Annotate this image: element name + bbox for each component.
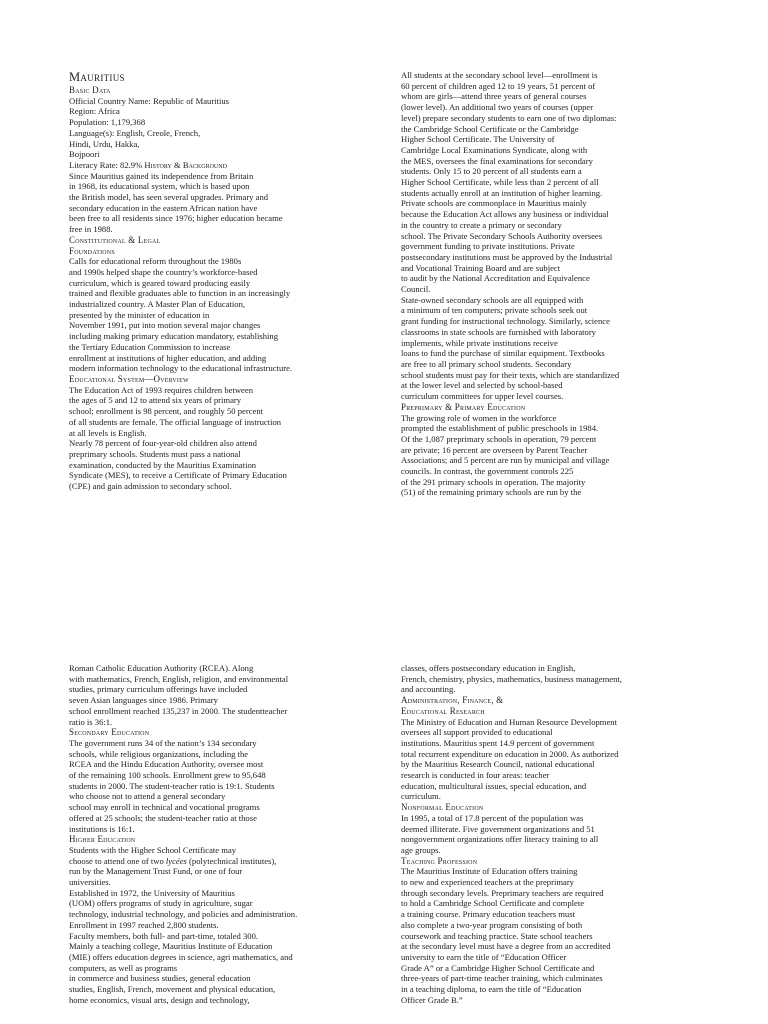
text-fragment: choose to attend one of two xyxy=(69,855,166,866)
heading-preprimary-primary: Preprimary & Primary Education xyxy=(401,401,526,412)
text-line: (MIE) offers education degrees in science, agri mathematics, and xyxy=(69,951,293,962)
literacy-line xyxy=(69,160,399,171)
text-line: at the secondary level must have a degree from an accredited xyxy=(401,941,611,952)
text-line: are private; 16 percent are overseen by Parent Teacher xyxy=(401,444,588,455)
text-line: Officer Grade B.” xyxy=(401,994,463,1005)
text-line: are free to all primary school students. Secondary xyxy=(401,358,572,369)
heading-secondary-education: Secondary Education xyxy=(69,727,150,738)
text-line: Associations; and 5 percent are run by municipal and village xyxy=(401,455,610,466)
heading-basic-data: Basic Data xyxy=(69,85,111,95)
text-line: school students must pay for their texts, which are standardized xyxy=(401,369,620,380)
heading-educational-system: Educational System—Overview xyxy=(69,373,189,384)
text-line: university to earn the title of “Education Officer xyxy=(401,951,567,962)
text-line: with mathematics, French, English, religion, and environmental xyxy=(69,673,289,684)
text-line: government funding to private institutions. Private xyxy=(401,241,575,252)
text-line: Higher School Certificate. The University of xyxy=(401,134,555,145)
column-1 xyxy=(69,70,399,492)
text-line: to hold a Cambridge School Certificate and complete xyxy=(401,898,585,909)
text-line: Cambridge Local Examinations Syndicate, along with xyxy=(401,144,588,155)
text-line: institutions is 16:1. xyxy=(69,823,135,834)
text-line: State-owned secondary schools are all equipped with xyxy=(401,294,584,305)
heading-teaching-profession: Teaching Profession xyxy=(401,855,478,866)
text-line: through secondary levels. Preprimary teachers are required xyxy=(401,887,604,898)
text-fragment: (polytechnical institutes), xyxy=(186,855,277,866)
text-line: who choose not to attend a general secondary xyxy=(69,791,226,802)
text-line: and 1990s helped shape the country’s workforce-based xyxy=(69,266,258,277)
text-line: implements, while private institutions receive xyxy=(401,337,558,348)
text-line: Private schools are commonplace in Mauritius mainly xyxy=(401,198,587,209)
text-line: studies, primary curriculum offerings have included xyxy=(69,684,248,695)
text-line: school. The Private Secondary Schools Authority oversees xyxy=(401,230,603,241)
heading-administration-finance: Administration, Finance, & xyxy=(401,695,504,706)
text-line: home economics, visual arts, design and technology, xyxy=(69,994,250,1005)
text-line: enrollment at institutions of higher education, and adding xyxy=(69,352,267,363)
text-line: the Tertiary Education Commission to increase xyxy=(69,341,231,352)
text-line: Calls for educational reform throughout the 1980s xyxy=(69,256,242,267)
text-line: trained and flexible graduates able to function in an increasingly xyxy=(69,288,291,299)
text-line: ratio is 36:1. xyxy=(69,716,113,727)
text-line: loans to fund the purchase of similar equipment. Textbooks xyxy=(401,348,605,359)
text-line: seven Asian languages since 1986. Primary xyxy=(69,695,218,706)
heading-educational-research: Educational Research xyxy=(401,705,485,716)
text-line: coursework and teaching practice. State school teachers xyxy=(401,930,593,941)
text-line: the ages of 5 and 12 to attend six years of primary xyxy=(69,395,242,406)
text-line: and Vocational Training Board and are subject xyxy=(401,262,561,273)
text-line: secondary education in the eastern African nation have xyxy=(69,202,258,213)
text-line: Nearly 78 percent of four-year-old children also attend xyxy=(69,438,257,449)
text-line: of the 291 primary schools in operation. The majority xyxy=(401,476,586,487)
text-line: students. Only 15 to 20 percent of all students earn a xyxy=(401,166,582,177)
text-line: technology, industrial technology, and policies and administration. xyxy=(69,909,298,920)
text-line: including making primary education mandatory, establishing xyxy=(69,331,278,342)
text-line: prompted the establishment of public preschools in 1984. xyxy=(401,423,599,434)
text-line: grant funding for instructional technology. Similarly, science xyxy=(401,316,610,327)
text-line: curriculum, which is geared toward producing easily xyxy=(69,277,251,288)
heading-constitutional-legal: Constitutional & Legal xyxy=(69,234,161,245)
text-line: deemed illiterate. Five government organizations and 51 xyxy=(401,823,595,834)
text-line: nongovernment organizations offer literacy training to all xyxy=(401,834,599,845)
text-line: Grade A” or a Cambridge Higher School Certificate and xyxy=(401,962,595,973)
heading-nonformal-education: Nonformal Education xyxy=(401,802,484,813)
text-line: to new and experienced teachers at the preprimary xyxy=(401,877,574,888)
lycees-line xyxy=(69,856,399,867)
text-line: a training course. Primary education teachers must xyxy=(401,909,575,920)
text-line: RCEA and the Hindu Education Authority, oversee most xyxy=(69,759,264,770)
text-line: age groups. xyxy=(401,844,441,855)
text-line: presented by the minister of education in xyxy=(69,309,210,320)
text-line: French, chemistry, physics, mathematics, business management, xyxy=(401,673,622,684)
heading-history-background: History & Background xyxy=(144,159,227,170)
text-line: curriculum. xyxy=(401,791,441,802)
text-line: councils. In contrast, the government controls 225 xyxy=(401,466,574,477)
text-line: research is conducted in four areas: teacher xyxy=(401,770,550,781)
text-line: level) prepare secondary students to earn one of two diplomas: xyxy=(401,112,617,123)
text-line: oversees all support provided to educational xyxy=(401,727,553,738)
heading-higher-education: Higher Education xyxy=(69,834,136,845)
text-line: postsecondary institutions must be approved by the Industrial xyxy=(401,251,613,262)
text-line: The growing role of women in the workforce xyxy=(401,412,557,423)
text-line: classrooms in state schools are furnished with laboratory xyxy=(401,326,596,337)
text-line: modern information technology to the educational infrastructure. xyxy=(69,363,293,374)
text-line: computers, as well as programs xyxy=(69,962,178,973)
text-line: and accounting. xyxy=(401,684,456,695)
text-line: students in 2000. The student-teacher ratio is 19:1. Students xyxy=(69,780,275,791)
text-line: The Education Act of 1993 requires children between xyxy=(69,384,253,395)
text-line: school may enroll in technical and vocational programs xyxy=(69,802,260,813)
text-line: students actually enroll at an institution of higher learning. xyxy=(401,187,603,198)
text-line: run by the Management Trust Fund, or one of four xyxy=(69,866,243,877)
text-line: Literacy Rate: 82.9% xyxy=(69,159,143,170)
text-line: in the country to create a primary or secondary xyxy=(401,219,562,230)
text-line: at the lower level and selected by school-based xyxy=(401,380,563,391)
text-line: total recurrent expenditure on education in 2000. As authorized xyxy=(401,748,619,759)
text-line: Of the 1,087 preprimary schools in operation, 79 percent xyxy=(401,433,597,444)
text-line: Roman Catholic Education Authority (RCEA). Along xyxy=(69,663,254,673)
text-line: the Cambridge School Certificate or the Cambridge xyxy=(401,123,579,134)
text-line: because the Education Act allows any business or individual xyxy=(401,209,609,220)
text-line: Official Country Name: Republic of Mauritius xyxy=(69,95,229,106)
heading-foundations: Foundations xyxy=(69,245,115,256)
column-2 xyxy=(401,70,731,498)
text-line: free in 1988. xyxy=(69,224,113,235)
text-line: in 1968, its educational system, which is based upon xyxy=(69,181,250,192)
text-line: also complete a two-year program consisting of both xyxy=(401,919,583,930)
text-line: at all levels is English. xyxy=(69,427,147,438)
text-line: The government runs 34 of the nation’s 134 secondary xyxy=(69,737,257,748)
text-line: Mainly a teaching college, Mauritius Institute of Education xyxy=(69,941,273,952)
text-line: a minimum of ten computers; private schools seek out xyxy=(401,305,588,316)
text-line: (51) of the remaining primary schools are run by the xyxy=(401,487,582,498)
text-line: three-years of part-time teacher training, which culminates xyxy=(401,973,603,984)
text-line: curriculum committees for upper level courses. xyxy=(401,391,564,402)
text-line: examination, conducted by the Mauritius Examination xyxy=(69,459,257,470)
text-line: Language(s): English, Creole, French, xyxy=(69,127,201,138)
text-line: school; enrollment is 98 percent, and roughly 50 percent xyxy=(69,406,264,417)
text-line: offered at 25 schools; the student-teacher ratio at those xyxy=(69,812,257,823)
text-line: Enrollment in 1997 reached 2,800 students. xyxy=(69,919,219,930)
text-line: Syndicate (MES), to receive a Certificate of Primary Education xyxy=(69,470,287,481)
text-line: in commerce and business studies, general education xyxy=(69,973,251,984)
page-title: Mauritius xyxy=(69,70,125,84)
text-line: 60 percent of children aged 12 to 19 years, 51 percent of xyxy=(401,80,596,91)
column-3 xyxy=(69,663,399,1006)
text-line: Council. xyxy=(401,284,431,295)
text-line: of all students are female. The official language of instruction xyxy=(69,416,282,427)
text-line: the MES, oversees the final examinations for secondary xyxy=(401,155,593,166)
text-line: whom are girls—attend three years of general courses xyxy=(401,91,587,102)
text-line: Since Mauritius gained its independence from Britain xyxy=(69,170,254,181)
text-line: November 1991, put into motion several major changes xyxy=(69,320,261,331)
text-line: of the remaining 100 schools. Enrollment grew to 95,648 xyxy=(69,770,266,781)
text-line: Established in 1972, the University of Mauritius xyxy=(69,887,235,898)
text-line: to audit by the National Accreditation and Equivalence xyxy=(401,273,590,284)
text-line: Population: 1,179,368 xyxy=(69,117,146,128)
text-line: school enrollment reached 135,237 in 2000. The studentteacher xyxy=(69,705,288,716)
text-line: Region: Africa xyxy=(69,106,120,117)
column-4 xyxy=(401,663,731,1006)
text-line: in a teaching diploma, to earn the title of “Education xyxy=(401,984,582,995)
text-line: The Mauritius Institute of Education offers training xyxy=(401,866,578,877)
text-line: been free to all residents since 1976; higher education became xyxy=(69,213,283,224)
text-line: universities. xyxy=(69,877,111,888)
text-line: Higher School Certificate, while less than 2 percent of all xyxy=(401,177,599,188)
text-line: schools, while religious organizations, including the xyxy=(69,748,249,759)
text-line: institutions. Mauritius spent 14.9 percent of government xyxy=(401,737,595,748)
text-line: education, multicultural issues, special education, and xyxy=(401,780,587,791)
text-line: by the Mauritius Research Council, national educational xyxy=(401,759,595,770)
text-line: The Ministry of Education and Human Resource Development xyxy=(401,716,617,727)
text-line: studies, English, French, movement and physical education, xyxy=(69,984,276,995)
text-line: Faculty members, both full- and part-time, totaled 300. xyxy=(69,930,259,941)
text-line: All students at the secondary school level—enrollment is xyxy=(401,70,598,80)
text-line: the British model, has seen several upgrades. Primary and xyxy=(69,192,269,203)
text-line: classes, offers postsecondary education in English, xyxy=(401,663,576,673)
text-line: industrialized country. A Master Plan of Education, xyxy=(69,299,246,310)
text-line: preprimary schools. Students must pass a national xyxy=(69,448,241,459)
lycees-term: lycées xyxy=(165,855,187,866)
text-line: Bojpoori xyxy=(69,149,100,160)
text-line: (CPE) and gain admission to secondary school. xyxy=(69,481,232,492)
text-line: (UOM) offers programs of study in agriculture, sugar xyxy=(69,898,253,909)
text-line: Hindi, Urdu, Hakka, xyxy=(69,138,140,149)
text-line: (lower level). An additional two years of courses (upper xyxy=(401,102,594,113)
text-line: Students with the Higher School Certificate may xyxy=(69,844,237,855)
text-line: In 1995, a total of 17.8 percent of the population was xyxy=(401,812,584,823)
